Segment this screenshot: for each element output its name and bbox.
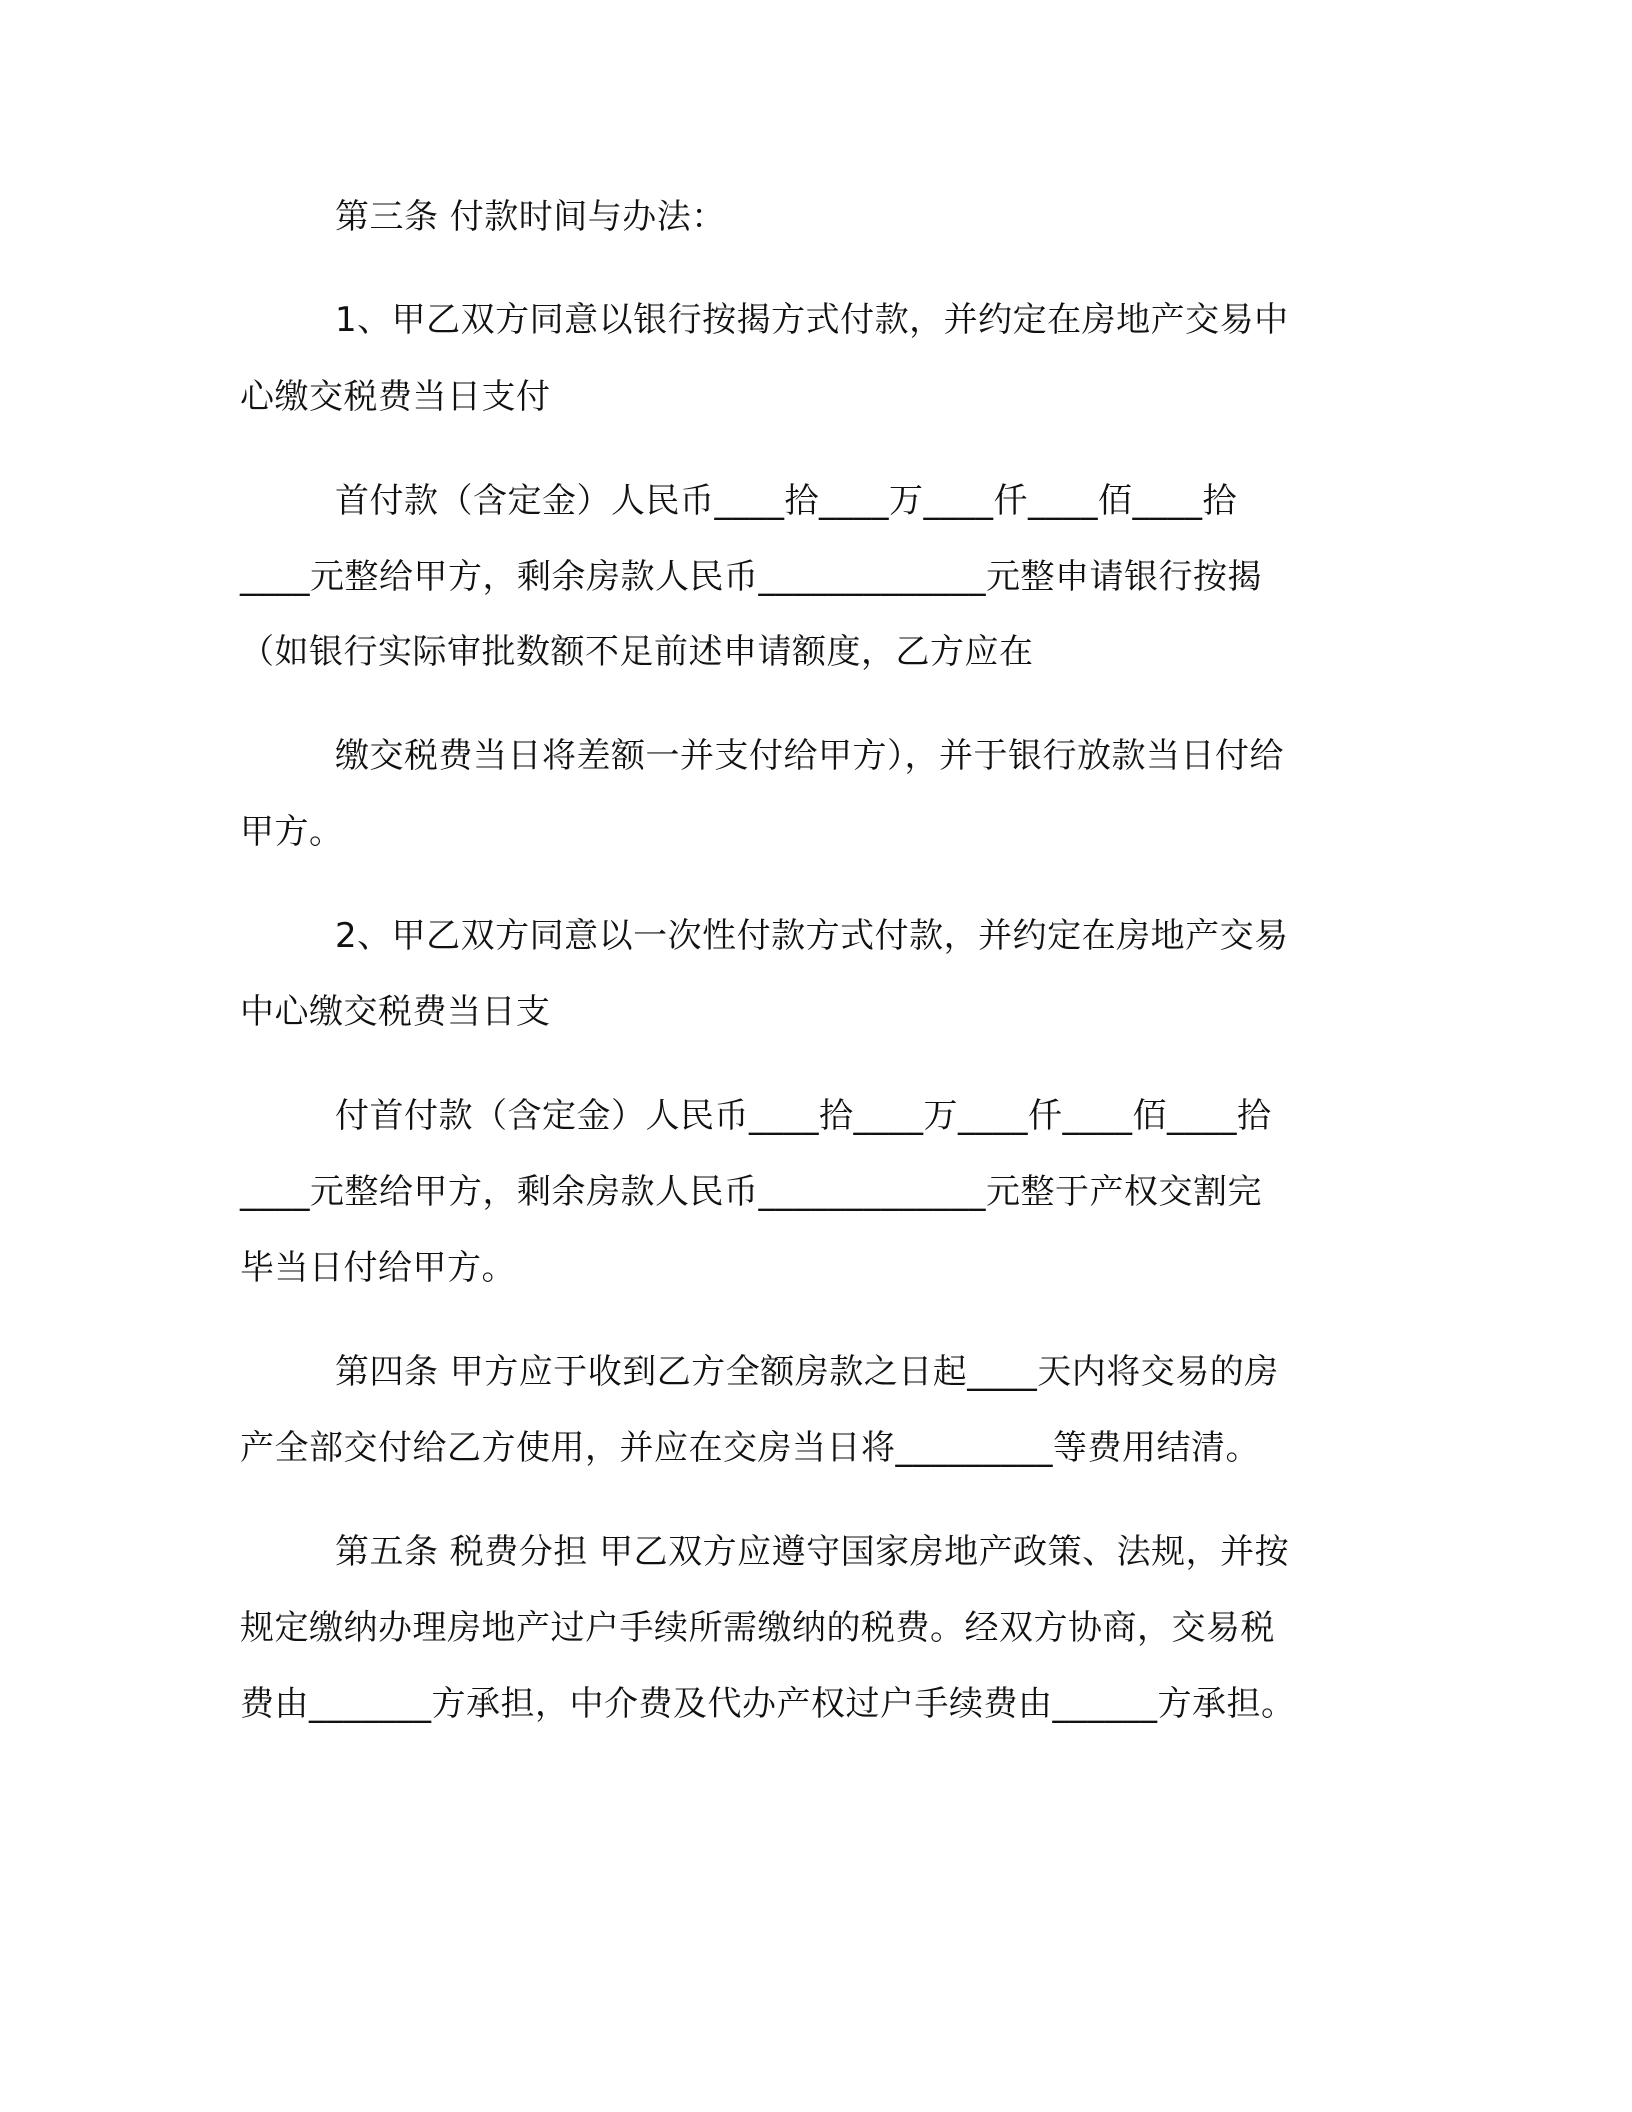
lump-sum-line-3: 毕当日付给甲方。 bbox=[240, 1248, 516, 1288]
clause-2-line-1: 2、甲乙双方同意以一次性付款方式付款，并约定在房地产交易 bbox=[335, 916, 1289, 956]
down-payment-line-3: （如银行实际审批数额不足前述申请额度，乙方应在 bbox=[240, 632, 1034, 672]
lump-sum-line-2: ____元整给甲方，剩余房款人民币_____________元整于产权交割完 bbox=[240, 1172, 1262, 1212]
article-3-heading: 第三条 付款时间与办法： bbox=[335, 197, 726, 237]
down-payment-line-2: ____元整给甲方，剩余房款人民币_____________元整申请银行按揭 bbox=[240, 557, 1262, 597]
down-payment-line-1: 首付款（含定金）人民币____拾____万____仟____佰____拾 bbox=[335, 481, 1237, 521]
article-5-line-2: 规定缴纳办理房地产过户手续所需缴纳的税费。经双方协商，交易税 bbox=[240, 1608, 1275, 1648]
clause-1-line-2: 心缴交税费当日支付 bbox=[240, 377, 551, 417]
article-4-line-1: 第四条 甲方应于收到乙方全额房款之日起____天内将交易的房 bbox=[335, 1352, 1279, 1392]
article-5-line-3: 费由_______方承担，中介费及代办产权过户手续费由______方承担。 bbox=[240, 1684, 1296, 1724]
clause-2-line-2: 中心缴交税费当日支 bbox=[240, 992, 551, 1032]
article-5-line-1: 第五条 税费分担 甲乙双方应遵守国家房地产政策、法规，并按 bbox=[335, 1532, 1290, 1572]
difference-line-2: 甲方。 bbox=[240, 812, 344, 852]
lump-sum-line-1: 付首付款（含定金）人民币____拾____万____仟____佰____拾 bbox=[335, 1096, 1272, 1136]
article-4-line-2: 产全部交付给乙方使用，并应在交房当日将_________等费用结清。 bbox=[240, 1428, 1260, 1468]
clause-1-line-1: 1、甲乙双方同意以银行按揭方式付款，并约定在房地产交易中 bbox=[335, 300, 1289, 340]
difference-line-1: 缴交税费当日将差额一并支付给甲方），并于银行放款当日付给 bbox=[335, 736, 1284, 776]
